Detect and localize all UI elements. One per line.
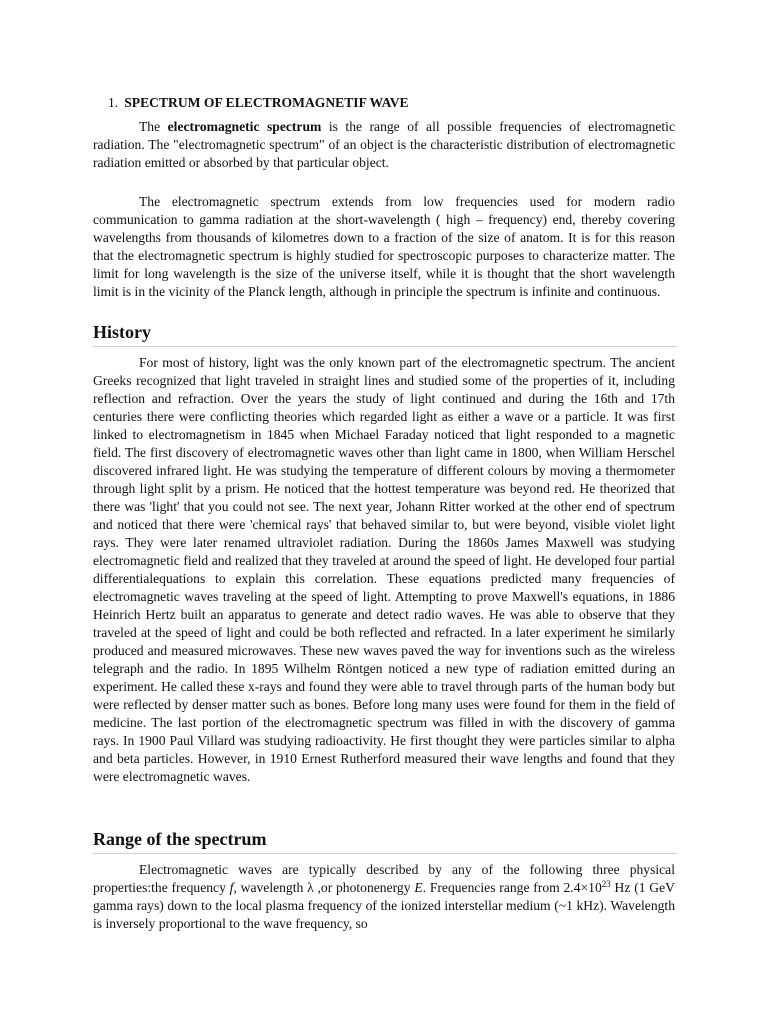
symbol-frequency: f — [229, 880, 234, 895]
range-block — [93, 861, 675, 933]
intro-block-2 — [93, 193, 675, 301]
history-heading: History — [93, 321, 677, 347]
heading-number: 1. — [108, 95, 119, 110]
range-text-5: Hz (1 GeV gamma rays) down to the local plasma frequency of the ionized interstellar medium (~1 kHz). Wavelength is inversely proportional to the wave frequency, so — [93, 880, 675, 931]
history-block — [93, 354, 675, 786]
section-heading — [108, 94, 409, 112]
intro-paragraph-1 — [93, 118, 675, 172]
range-heading: Range of the spectrum — [93, 828, 677, 854]
range-text-4: . Frequencies range from 2.4×10 — [422, 880, 602, 895]
range-paragraph — [93, 861, 675, 933]
range-text-2: , wavelength — [233, 880, 308, 895]
intro-block — [93, 118, 675, 172]
exponent: 23 — [601, 879, 611, 889]
intro-paragraph-2: The electromagnetic spectrum extends from low frequencies used for modern radio communication to gamma radiation at the short-wavelength ( high – frequency) end, thereby covering wavelengths from thousands of kilometres down to a fraction of the size of anatom. It is for this reason that the electromagnetic spectrum is highly studied for spectroscopic purposes to characterize matter. The limit for long wavelength is the size of the universe itself, while it is thought that the short wavelength limit is in the vicinity of the Planck length, although in principle the spectrum is infinite and continuous. — [93, 194, 675, 299]
history-paragraph: For most of history, light was the only known part of the electromagnetic spectrum. The ancient Greeks recognized that light traveled in straight lines and studied some of the properties of it, including reflection and refraction. Over the years the study of light continued and during the 16th and 17th centuries there were conflicting theories which regarded light as either a wave or a particle. It was first linked to electromagnetism in 1845 when Michael Faraday noticed that light responded to a magnetic field. The first discovery of electromagnetic waves other than light came in 1800, when William Herschel discovered infrared light. He was studying the temperature of different colours by moving a thermometer through light split by a prism. He noticed that the hottest temperature was beyond red. He theorized that there was 'light' that you could not see. The next year, Johann Ritter worked at the other end of spectrum and noticed that there were 'chemical rays' that behaved similar to, but were beyond, visible violet light rays. They were later renamed ultraviolet radiation. During the 1860s James Maxwell was studying electromagnetic field and realized that they traveled at around the speed of light. He developed four partial differentialequations to explain this correlation. These equations predicted many frequencies of electromagnetic waves traveling at the speed of light. Attempting to prove Maxwell's equations, in 1886 Heinrich Hertz built an apparatus to generate and detect radio waves. He was able to observe that they traveled at the speed of light and could be both reflected and refracted. In a later experiment he similarly produced and measured microwaves. These new waves paved the way for inventions such as the wireless telegraph and the radio. In 1895 Wilhelm Röntgen noticed a new type of radiation emitted during an experiment. He called these x-rays and found they were able to travel through parts of the human body but were reflected by denser matter such as bones. Before long many uses were found for them in the field of medicine. The last portion of the electromagnetic spectrum was filled in with the discovery of gamma rays. In 1900 Paul Villard was studying radioactivity. He first thought they were particles similar to alpha and beta particles. However, in 1910 Ernest Rutherford measured their wave lengths and found that they were electromagnetic waves. — [93, 355, 675, 784]
symbol-energy: E — [414, 880, 423, 895]
range-text-3: ,or photonenergy — [313, 880, 415, 895]
intro-text-start: The — [139, 119, 168, 134]
symbol-wavelength: λ — [307, 880, 314, 895]
intro-bold-term: electromagnetic spectrum — [167, 119, 322, 134]
range-text-1: Electromagnetic waves are typically described by any of the following three physical properties:the frequency — [93, 862, 675, 895]
heading-title: SPECTRUM OF ELECTROMAGNETIF WAVE — [124, 95, 409, 110]
intro-text-end: is the range of all possible frequencies of electromagnetic radiation. The "electromagnetic spectrum" of an object is the characteristic distribution of electromagnetic radiation emitted or absorbed by that particular object. — [93, 119, 675, 170]
